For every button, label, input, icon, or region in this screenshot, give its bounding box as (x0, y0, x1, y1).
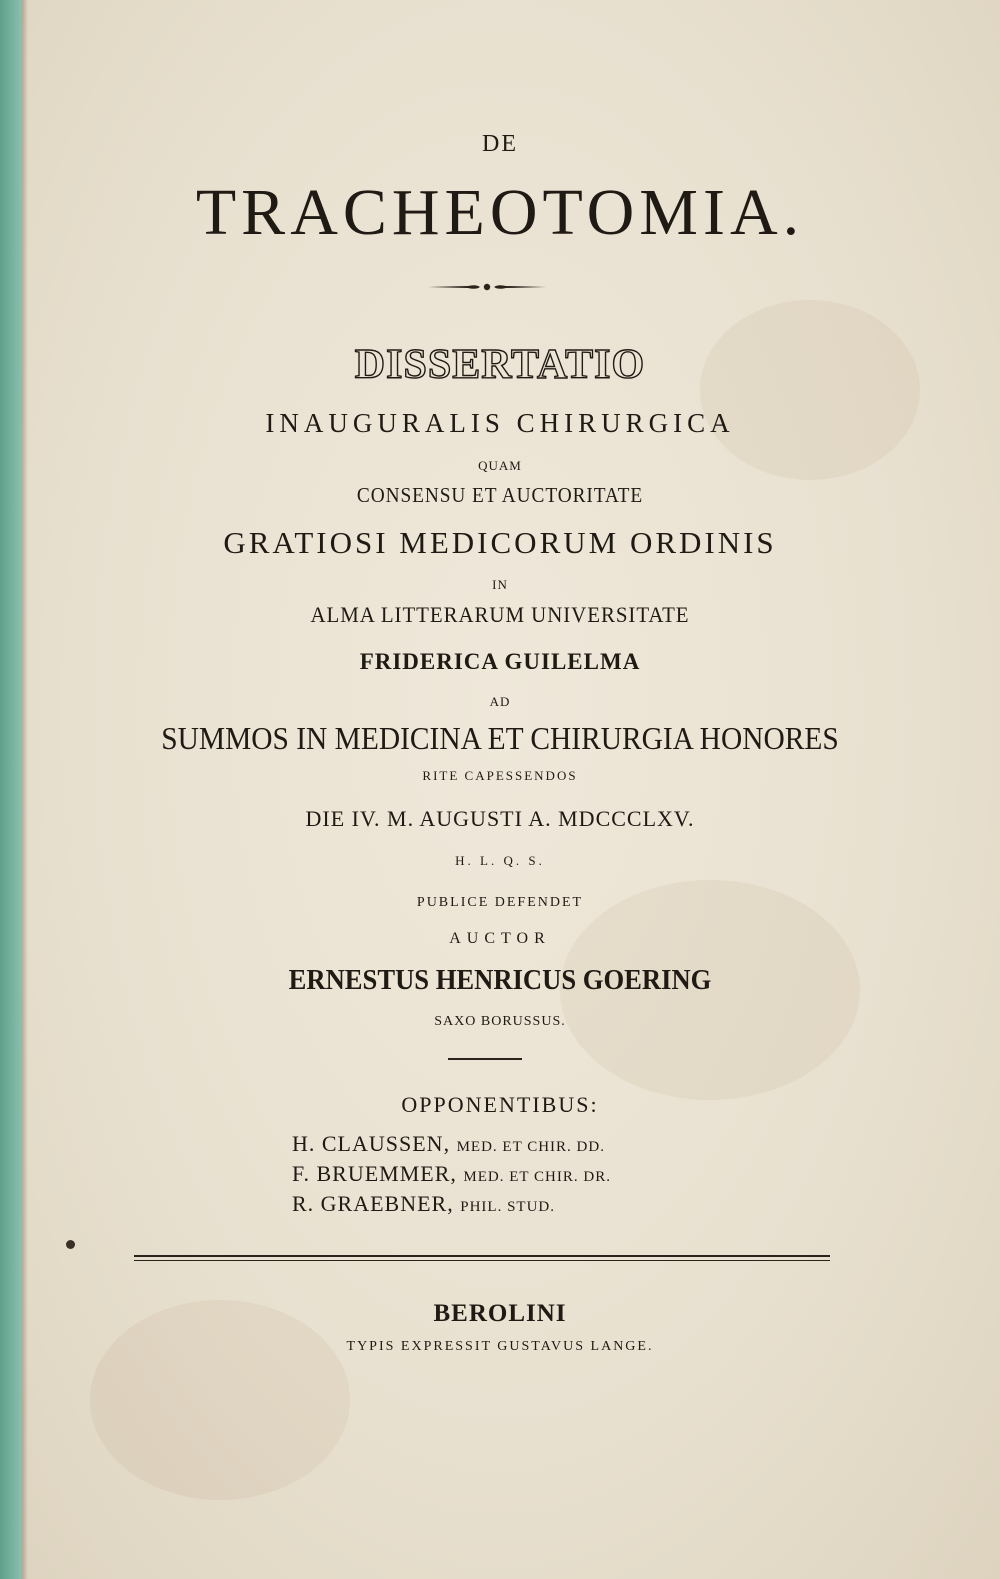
opponent-row: H. CLAUSSEN, MED. ET CHIR. DD. (292, 1131, 605, 1156)
ordinis-text: GRATIOSI MEDICORUM ORDINIS (223, 525, 777, 560)
consensu-text: CONSENSU ET AUCTORITATE (356, 483, 644, 507)
publice-text: PUBLICE DEFENDET (416, 895, 584, 910)
origin-text: SAXO BORUSSUS. (434, 1014, 566, 1029)
dissertatio-heading: DISSERTATIO (354, 342, 646, 388)
date-text: DIE IV. M. AUGUSTI A. MDCCCLXV. (305, 806, 695, 831)
quam-text: QUAM (478, 458, 522, 473)
double-rule-top (134, 1255, 830, 1257)
ornament-rule (428, 282, 546, 292)
short-rule (448, 1058, 522, 1060)
hlqs-text: H. L. Q. S. (455, 853, 545, 868)
opponent-row: R. GRAEBNER, PHIL. STUD. (292, 1191, 556, 1216)
friderica-text: FRIDERICA GUILELMA (359, 649, 641, 674)
auctor-text: AUCTOR (449, 930, 551, 947)
ink-spot (66, 1240, 75, 1249)
opponent-name: F. BRUEMMER (292, 1161, 451, 1186)
opponents-heading: OPPONENTIBUS: (401, 1092, 599, 1117)
opponent-name: H. CLAUSSEN (292, 1131, 444, 1156)
ad-text: AD (489, 694, 511, 709)
paper-stain (90, 1300, 350, 1500)
imprint-printer: TYPIS EXPRESSIT GUSTAVUS LANGE. (346, 1339, 654, 1354)
in-text: IN (492, 577, 508, 592)
universitate-text: ALMA LITTERARUM UNIVERSITATE (310, 602, 690, 627)
imprint-city: BEROLINI (433, 1300, 567, 1327)
opponent-degree: PHIL. STUD. (460, 1199, 556, 1215)
rite-text: RITE CAPESSENDOS (422, 768, 578, 783)
opponent-degree: MED. ET CHIR. DR. (463, 1169, 611, 1185)
double-rule-bottom (134, 1260, 830, 1261)
paper-stain (700, 300, 920, 480)
opponent-name: R. GRAEBNER (292, 1191, 448, 1216)
opponent-degree: MED. ET CHIR. DD. (456, 1139, 605, 1155)
opponent-row: F. BRUEMMER, MED. ET CHIR. DR. (292, 1161, 611, 1186)
main-title: TRACHEOTOMIA. (195, 176, 805, 249)
author-name: ERNESTUS HENRICUS GOERING (288, 965, 712, 996)
subtitle: INAUGURALIS CHIRURGICA (265, 408, 735, 438)
title-de: DE (482, 131, 518, 157)
honores-text: SUMMOS IN MEDICINA ET CHIRURGIA HONORES (161, 720, 839, 756)
